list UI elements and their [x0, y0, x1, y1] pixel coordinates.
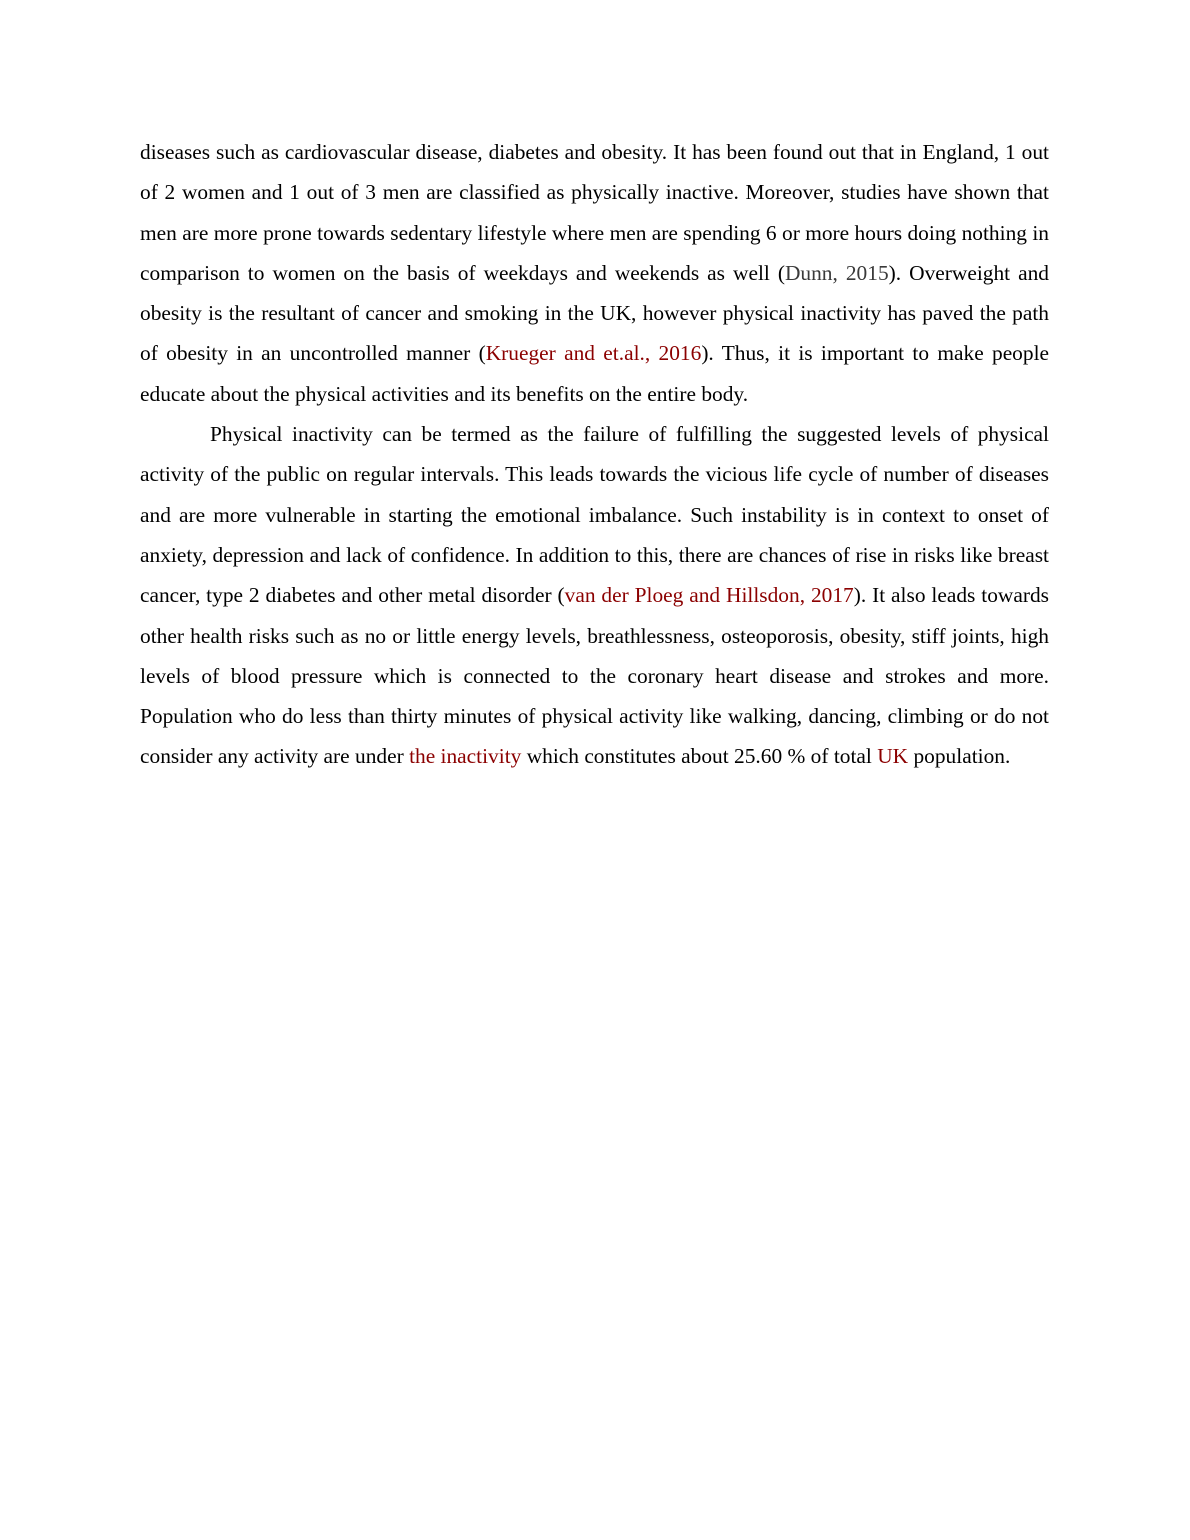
paragraph-2 — [140, 414, 1049, 777]
text-run: which constitutes about 25.60 % of total — [521, 744, 878, 769]
text-run: ). Overweight and obesity is the resultant of cancer and smoking in the UK, however physical inactivity has paved the path of obesity in an uncontrolled manner ( — [140, 260, 1049, 366]
citation-dunn-2015: Dunn, 2015 — [784, 260, 889, 285]
text-run: ). It also leads towards other health risks such as no or little energy levels, breathlessness, osteoporosis, obesity, stiff joints, high levels of blood pressure which is connected to the coronary heart disease and strokes and more. Population who do less than thirty minutes of physical activity like walking, dancing, climbing or do not consider any activity are under — [140, 583, 1049, 769]
citation-van-der-ploeg-2017: van der Ploeg and Hillsdon, 2017 — [564, 583, 854, 608]
text-run: ). Thus, it is important to make people educate about the physical activities and its benefits on the entire body. — [140, 341, 1050, 406]
highlight-the-inactivity: the inactivity — [409, 744, 522, 769]
citation-krueger-2016: Krueger and et.al., 2016 — [485, 341, 702, 366]
text-run: diseases such as cardiovascular disease, diabetes and obesity. It has been found out that in England, 1 out of 2 women and 1 out of 3 men are classified as physically inactive. Moreover, studies have shown that men are more prone towards sedentary lifestyle where men are spending 6 or more hours doing nothing in comparison to women on the basis of weekdays and weekends as well ( — [140, 140, 1049, 285]
text-run: Physical inactivity can be termed as the failure of fulfilling the suggested levels of physical activity of the public on regular intervals. This leads towards the vicious life cycle of number of diseases and are more vulnerable in starting the emotional imbalance. Such instability is in context to onset of anxiety, depression and lack of confidence. In addition to this, there are chances of rise in risks like breast cancer, type 2 diabetes and other metal disorder ( — [140, 422, 1049, 608]
paragraph-1 — [140, 132, 1049, 414]
highlight-uk: UK — [877, 744, 909, 769]
document-body — [140, 132, 1049, 777]
text-run: population. — [908, 744, 1011, 769]
